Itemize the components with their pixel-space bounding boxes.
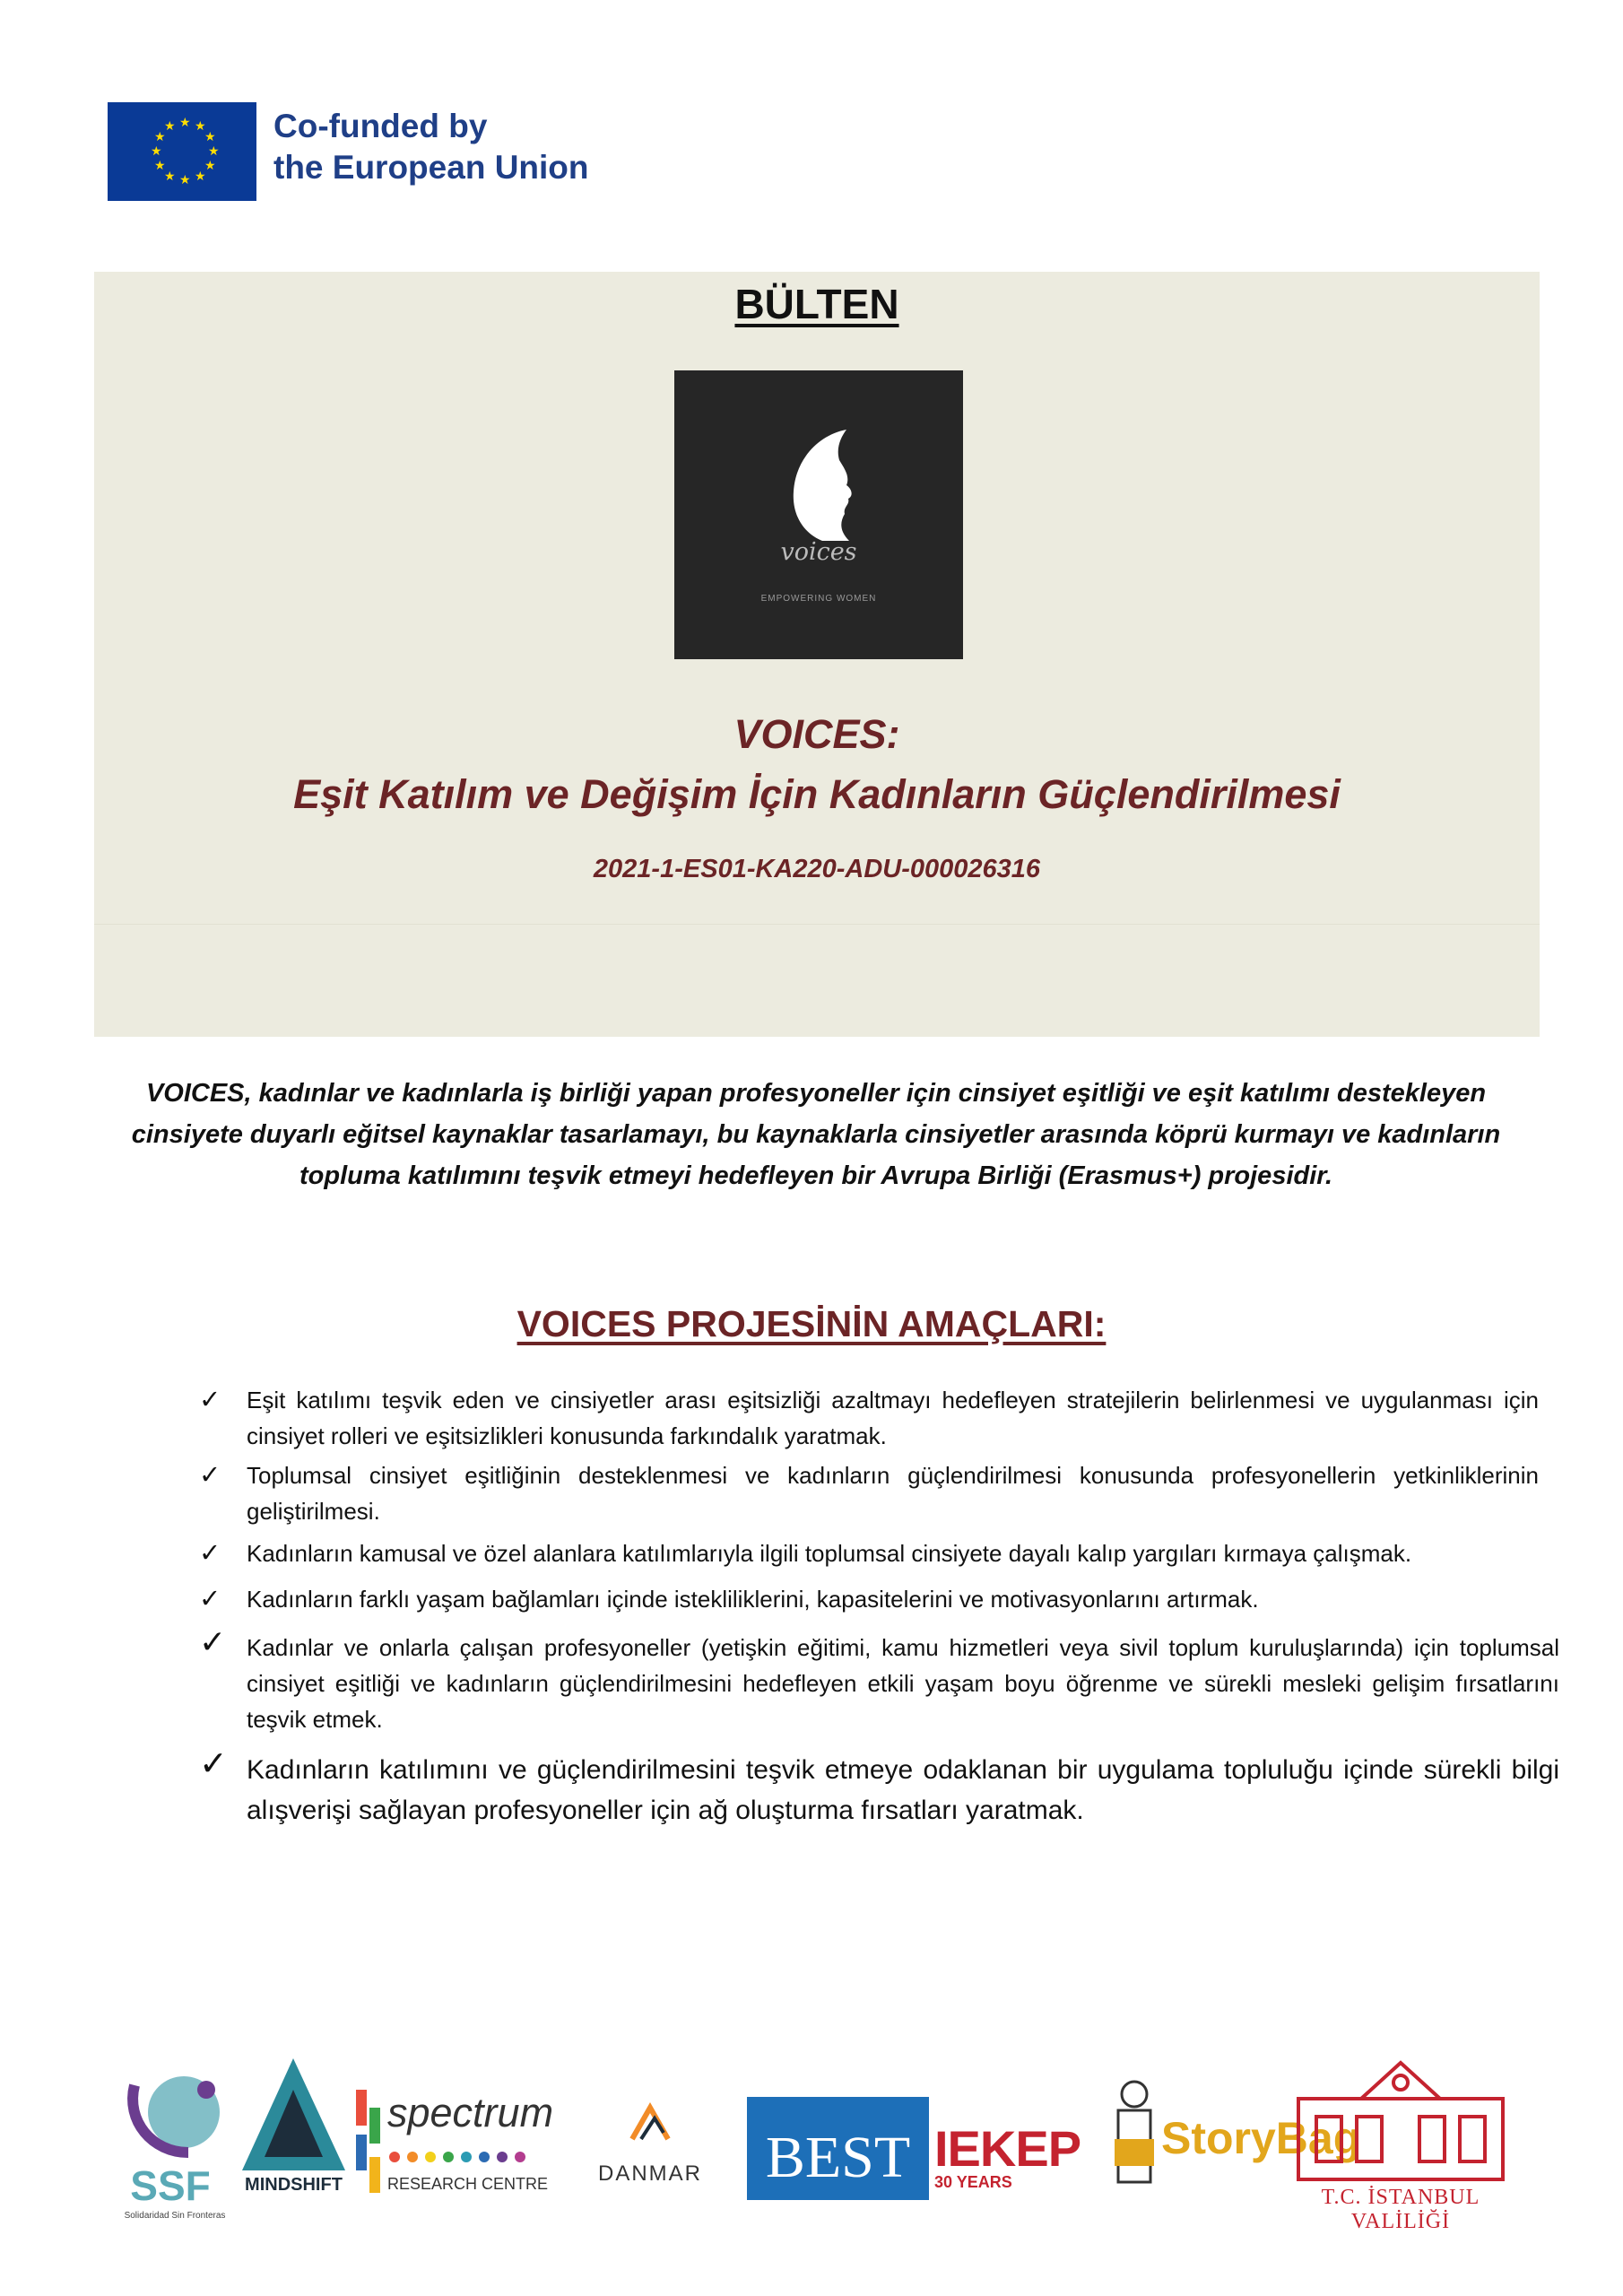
storyteller-figure-icon xyxy=(1107,2076,1161,2202)
danmar-logo xyxy=(583,2090,717,2206)
aim-item xyxy=(199,1382,1539,1454)
check-icon: ✓ xyxy=(199,1539,221,1568)
project-code: 2021-1-ES01-KA220-ADU-000026316 xyxy=(593,855,1041,883)
svg-text:★: ★ xyxy=(195,118,206,133)
check-icon: ✓ xyxy=(199,1461,221,1490)
svg-text:★: ★ xyxy=(154,129,166,144)
svg-text:★: ★ xyxy=(195,169,206,183)
check-icon: ✓ xyxy=(199,1745,228,1783)
aim-text: Kadınların kamusal ve özel alanlara katılımlarıyla ilgili toplumsal cinsiyete dayalı kalıp yargıları kırmaya çalışmak. xyxy=(247,1540,1412,1567)
project-title xyxy=(94,704,1540,824)
best-text: BEST xyxy=(765,2125,911,2190)
spectrum-logo xyxy=(352,2081,553,2206)
voices-logo xyxy=(674,370,963,659)
iekep-text: IEKEP xyxy=(934,2120,1081,2177)
svg-text:★: ★ xyxy=(151,144,162,158)
aim-item xyxy=(199,1623,1559,1737)
svg-text:★: ★ xyxy=(204,158,216,172)
building-icon xyxy=(1289,2054,1512,2184)
aim-text: Eşit katılımı teşvik eden ve cinsiyetler arası eşitsizliği azaltmayı hedefleyen stratejilerin belirlenmesi ve uygulanması için cinsiyet rolleri ve eşitsizlikleri konusunda farkındalık yaratmak. xyxy=(247,1387,1539,1449)
check-icon: ✓ xyxy=(199,1623,227,1660)
triangle-icon xyxy=(238,2054,350,2175)
colored-figures-icon xyxy=(352,2081,387,2206)
ssf-text: SSF xyxy=(130,2162,211,2209)
partner-logos xyxy=(108,2054,1524,2233)
aim-item xyxy=(199,1745,1559,1831)
svg-text:★: ★ xyxy=(179,172,191,187)
bulletin-banner xyxy=(94,272,1540,1037)
valilik-text: T.C. İSTANBUL VALİLİĞİ xyxy=(1321,2186,1480,2233)
aim-text: Kadınların katılımını ve güçlendirilmesini teşvik etmeye odaklanan bir uygulama topluluğu içinde sürekli bilgi alışverişi sağlayan profesyoneller için ağ oluşturma fırsatları yaratmak. xyxy=(247,1755,1559,1825)
spectrum-subtitle: RESEARCH CENTRE xyxy=(387,2175,549,2193)
ssf-subtitle: Solidaridad Sin Fronteras xyxy=(124,2211,226,2221)
spectrum-text: spectrum xyxy=(387,2090,554,2135)
iekep-years: 30 YEARS xyxy=(934,2173,1012,2191)
danmar-text: DANMAR xyxy=(597,2161,702,2186)
woman-profile-icon xyxy=(674,370,963,659)
aim-item xyxy=(199,1457,1539,1529)
check-icon: ✓ xyxy=(199,1585,221,1613)
svg-text:★: ★ xyxy=(164,118,176,133)
aims-heading: VOICES PROJESİNİN AMAÇLARI: xyxy=(516,1303,1107,1344)
svg-text:★: ★ xyxy=(164,169,176,183)
eu-stars-icon xyxy=(108,102,256,201)
mindshift-logo xyxy=(238,2054,350,2206)
storybag-logo xyxy=(1107,2076,1361,2202)
mountain-icon xyxy=(583,2090,717,2152)
aim-text: Kadınlar ve onlarla çalışan profesyoneller (yetişkin eğitimi, kamu hizmetleri veya sivil toplum kuruluşlarında) için toplumsal cinsiyet eşitliği ve kadınların güçlendirilmesini hedefleyen etkili yaşam boyu öğrenme ve sürekli mesleki gelişim fırsatlarını teşvik etmek. xyxy=(247,1634,1559,1733)
color-dots-icon xyxy=(387,2151,549,2163)
project-title-line-1: VOICES: xyxy=(733,711,900,757)
logo-word: voices xyxy=(780,538,857,566)
aim-item xyxy=(199,1533,1539,1574)
eu-flag-icon xyxy=(108,102,256,201)
banner-divider xyxy=(94,924,1540,925)
bulletin-title: BÜLTEN xyxy=(734,281,899,327)
best-logo xyxy=(747,2097,929,2200)
aim-item xyxy=(199,1581,1539,1617)
logo-tagline: EMPOWERING WOMEN xyxy=(760,594,877,604)
mindshift-text: MINDSHIFT xyxy=(245,2175,343,2195)
ssf-logo xyxy=(117,2067,233,2221)
eu-line-1: Co-funded by xyxy=(273,108,488,144)
svg-text:★: ★ xyxy=(208,144,220,158)
svg-text:★: ★ xyxy=(179,115,191,129)
project-title-line-2: Eşit Katılım ve Değişim İçin Kadınların Güçlendirilmesi xyxy=(293,771,1341,817)
istanbul-valilik-logo xyxy=(1289,2054,1512,2233)
eu-line-2: the European Union xyxy=(273,149,589,186)
svg-text:★: ★ xyxy=(204,129,216,144)
iekep-logo xyxy=(934,2097,1107,2200)
intro-paragraph: VOICES, kadınlar ve kadınlarla iş birliği yapan profesyoneller için cinsiyet eşitliği ve eşit katılımı destekleyen cinsiyete duyarlı eğitsel kaynaklar tasarlamayı, bu kaynaklarla cinsiyetler arasında köprü kurmayı ve kadınların topluma katılımını teşvik etmeyi hedefleyen bir Avrupa Birliği (Erasmus+) projesidir. xyxy=(131,1079,1501,1190)
svg-text:★: ★ xyxy=(154,158,166,172)
check-icon: ✓ xyxy=(199,1386,221,1414)
storybag-text: StoryBag xyxy=(1161,2113,1361,2163)
globe-icon xyxy=(117,2067,233,2166)
aim-text: Toplumsal cinsiyet eşitliğinin desteklenmesi ve kadınların güçlendirilmesi konusunda profesyonellerin yetkinliklerinin geliştirilmesi. xyxy=(247,1462,1539,1525)
aims-list xyxy=(199,1382,1559,1831)
eu-cofunded-text xyxy=(273,106,589,188)
aim-text: Kadınların farklı yaşam bağlamları içinde istekliliklerini, kapasitelerini ve motivasyonlarını artırmak. xyxy=(247,1586,1259,1613)
